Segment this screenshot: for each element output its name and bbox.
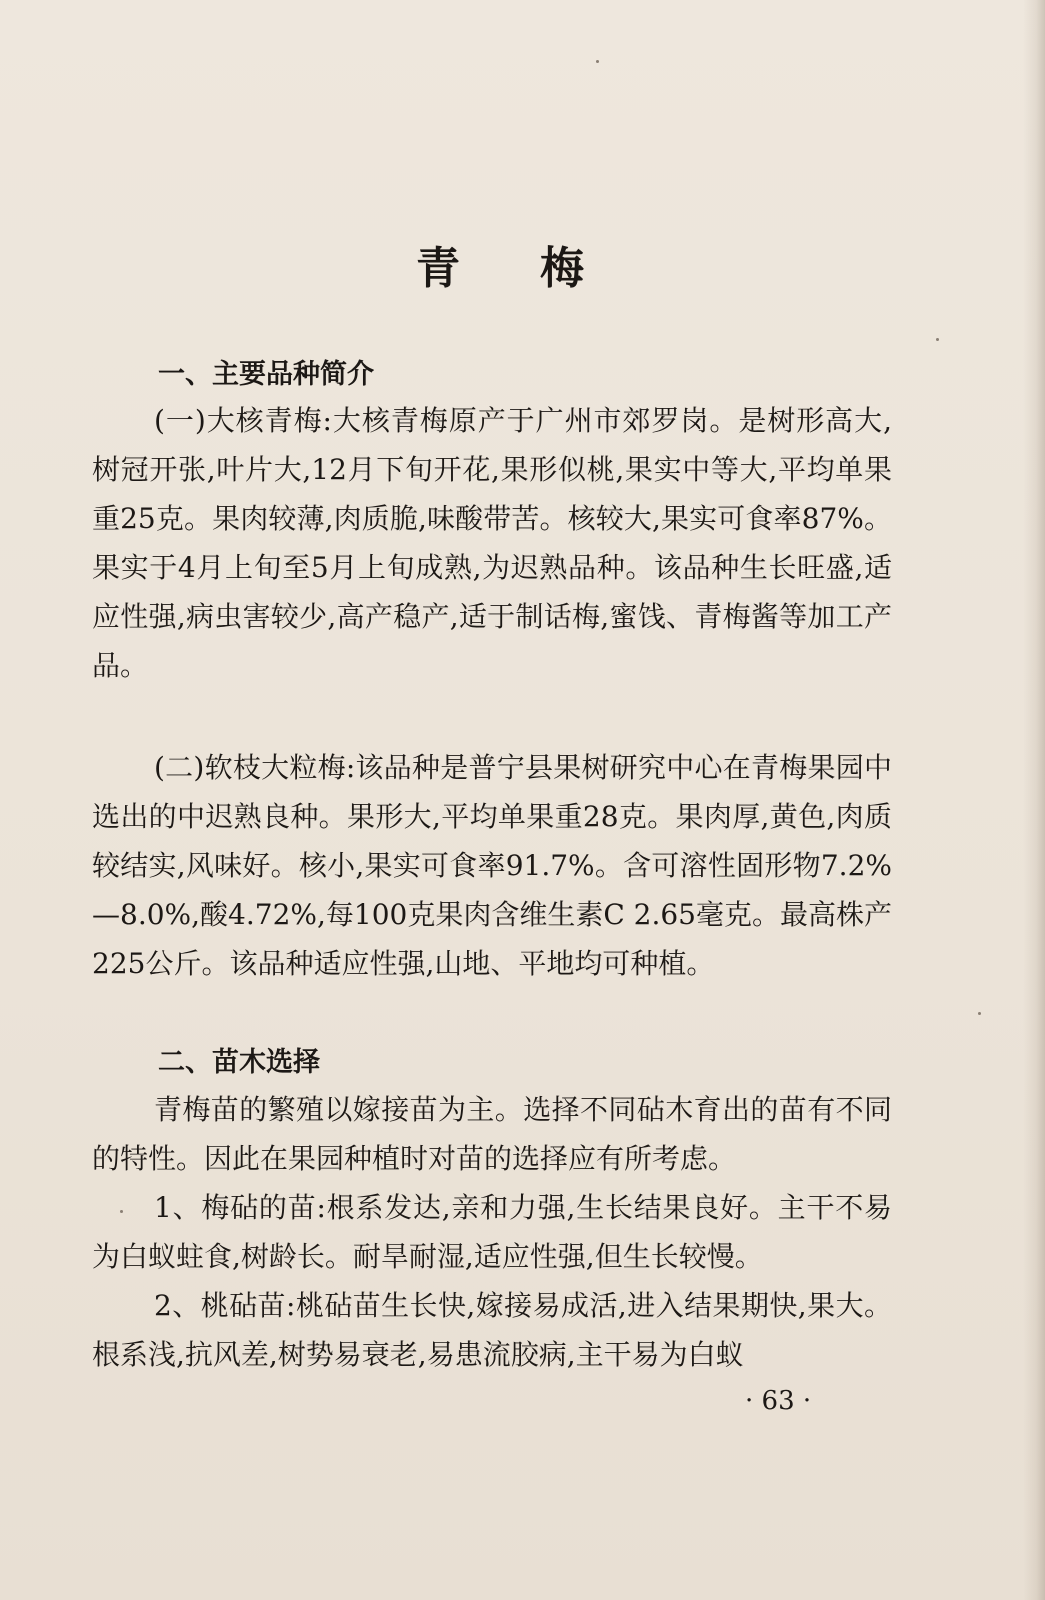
paper-speck bbox=[978, 1012, 981, 1015]
page-edge-shadow bbox=[1023, 0, 1045, 1600]
paper-speck bbox=[120, 1210, 123, 1213]
paragraph-peach-rootstock: 2、桃砧苗:桃砧苗生长快,嫁接易成活,进入结果期快,果大。根系浅,抗风差,树势易衰老,易患流胶病,主干易为白蚁 bbox=[92, 1289, 892, 1371]
paragraph-dahe-qingmei: (一)大核青梅:大核青梅原产于广州市郊罗岗。是树形高大,树冠开张,叶片大,12月下旬开花,果形似桃,果实中等大,平均单果重25克。果肉较薄,肉质脆,味酸带苦。核较大,果实可食率87%。果实于4月上旬至5月上旬成熟,为迟熟品种。该品种生长旺盛,适应性强,病虫害较少,高产稳产,适于制话梅,蜜饯、青梅酱等加工产品。 bbox=[92, 404, 892, 682]
page-number: · 63 · bbox=[745, 1386, 812, 1416]
paragraph-mei-rootstock: 1、梅砧的苗:根系发达,亲和力强,生长结果良好。主干不易为白蚁蛀食,树龄长。耐旱耐湿,适应性强,但生长较慢。 bbox=[92, 1191, 892, 1273]
paper-speck bbox=[596, 60, 599, 63]
section-heading-seedling-selection: 二、苗木选择 bbox=[158, 1047, 320, 1078]
section-heading-varieties: 一、主要品种简介 bbox=[158, 359, 374, 390]
paragraph-ruanzhi-dalimei: (二)软枝大粒梅:该品种是普宁县果树研究中心在青梅果园中选出的中迟熟良种。果形大,平均单果重28克。果肉厚,黄色,肉质较结实,风味好。核小,果实可食率91.7%。含可溶性固形物7.2%—8.0%,酸4.72%,每100克果肉含维生素C 2.65毫克。最高株产225公斤。该品种适应性强,山地、平地均可种植。 bbox=[92, 751, 892, 980]
page-title: 青梅 bbox=[416, 243, 664, 294]
paper-speck bbox=[936, 338, 939, 341]
paragraph-seedling-intro: 青梅苗的繁殖以嫁接苗为主。选择不同砧木育出的苗有不同的特性。因此在果园种植时对苗的选择应有所考虑。 bbox=[92, 1093, 892, 1175]
